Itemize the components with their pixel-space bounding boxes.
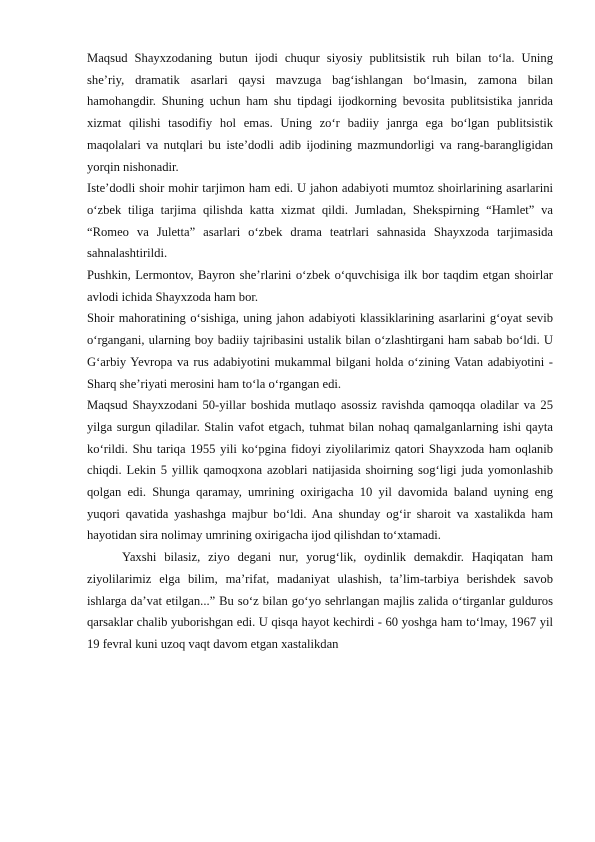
paragraph-publicism: Maqsud Shayxzodaning butun ijodi chuqur siyosiy publitsistik ruh bilan to‘la. Uning she’riy, dramatik asarlari qaysi mavzuga bag‘ishlangan bo‘lmasin, zamona bilan hamohangdir. Shuning uchun ham shu tipdagi ijodkorning bevosita publitsistika janrida xizmat qilishi tasodifiy hol emas. Uning zo‘r badiiy janrga ega bo‘lgan publitsistik maqolalari va nutqlari bu iste’dodli adib ijodining mazmundorligi va rang-barangligidan yorqin nishonadir. xyxy=(87,51,553,174)
paragraph-translator: Iste’dodli shoir mohir tarjimon ham edi. U jahon adabiyoti mumtoz shoirlarining asarlarini o‘zbek tiliga tarjima qilishda katta xizmat qildi. Jumladan, Shekspirning “Hamlet” va “Romeo va Juletta” asarlari o‘zbek drama teatrlari sahnasida Shayxzoda tarjimasida sahnalashtirildi. xyxy=(87,181,553,261)
document-page xyxy=(87,48,553,656)
paragraph-mastery: Shoir mahoratining o‘sishiga, uning jahon adabiyoti klassiklarining asarlarini g‘oyat sevib o‘rgangani, ularning boy badiiy tajribasini ustalik bilan o‘zlashtirgani ham sabab bo‘ldi. U G‘arbiy Yevropa va rus adabiyotini mukammal bilgani holda o‘zining Vatan adabiyotini - Sharq she’riyati merosini ham to‘la o‘rgangan edi. xyxy=(87,311,553,391)
paragraph-intelligentsia: Yaxshi bilasiz, ziyo degani nur, yorug‘lik, oydinlik demakdir. Haqiqatan ham ziyolilarimiz elga bilim, ma’rifat, madaniyat ulashish, ta’lim-tarbiya berishdek savob ishlarga da’vat etilgan...” Bu so‘z bilan go‘yo sehrlangan majlis zalida o‘tirganlar gulduros qarsaklar chalib yuborishgan edi. U qisqa hayot kechirdi - 60 yoshga ham to‘lmay, 1967 yil 19 fevral kuni uzoq vaqt davom etgan xastalikdan xyxy=(87,550,553,651)
paragraph-poets-generation: Pushkin, Lermontov, Bayron she’rlarini o‘zbek o‘quvchisiga ilk bor taqdim etgan shoirlar avlodi ichida Shayxzoda ham bor. xyxy=(87,268,553,304)
paragraph-imprisonment: Maqsud Shayxzodani 50-yillar boshida mutlaqo asossiz ravishda qamoqqa oladilar va 25 yilga surgun qiladilar. Stalin vafot etgach, tuhmat bilan nohaq qamalganlarning ishi qayta ko‘rildi. Shu tariqa 1955 yili ko‘pgina fidoyi ziyolilarimiz qatori Shayxzoda ham oqlanib chiqdi. Lekin 5 yillik qamoqxona azoblari natijasida shoirning sog‘ligi juda yomonlashib qolgan edi. Shunga qaramay, umrining oxirigacha 10 yil davomida baland uyning eng yuqori qavatida yashashga majbur bo‘ldi. Ana shunday og‘ir sharoit va xastalikda ham hayotidan sira nolimay umrining oxirigacha ijod qilishdan to‘xtamadi. xyxy=(87,398,553,543)
